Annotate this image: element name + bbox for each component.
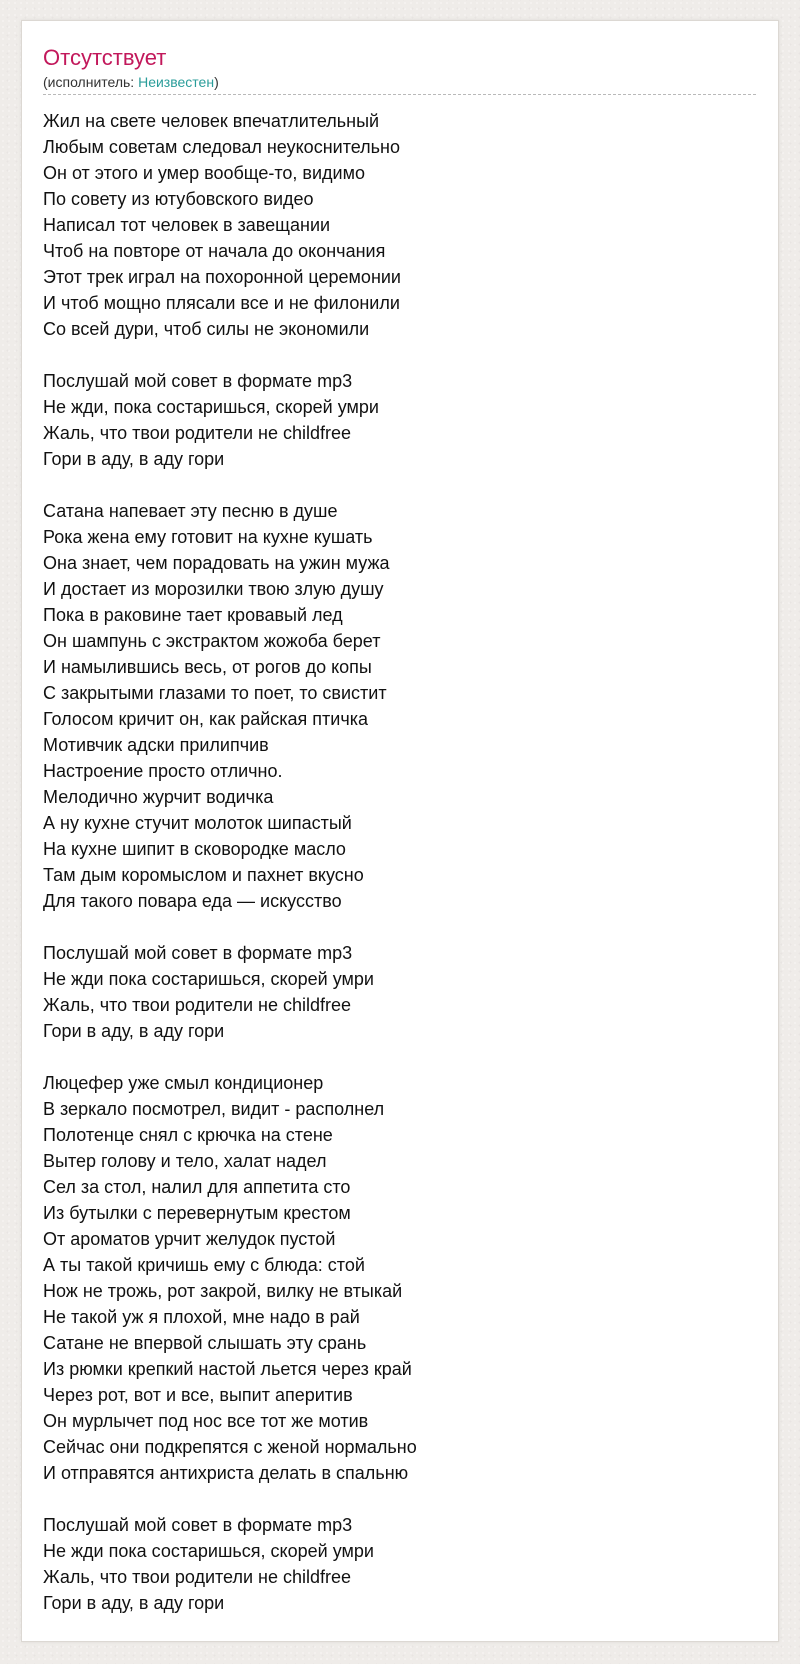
- lyrics-line: Жаль, что твои родители не childfree: [43, 995, 352, 1015]
- lyrics-line: Сейчас они подкрепятся с женой нормально: [43, 1437, 417, 1457]
- lyrics-line: Гори в аду, в аду гори: [43, 1021, 225, 1041]
- lyrics-stanza: [43, 1512, 758, 1616]
- lyrics-line: Он мурлычет под нос все тот же мотив: [43, 1411, 369, 1431]
- lyrics-line: Настроение просто отлично.: [43, 761, 283, 781]
- lyrics-stanza: [43, 940, 758, 1044]
- lyrics-line: Рока жена ему готовит на кухне кушать: [43, 527, 373, 547]
- artist-suffix: ): [214, 74, 219, 90]
- lyrics-line: Послушай мой совет в формате mp3: [43, 1515, 353, 1535]
- lyrics-line: Со всей дури, чтоб силы не экономили: [43, 319, 370, 339]
- artist-link[interactable]: Неизвестен: [138, 74, 215, 90]
- lyrics-line: С закрытыми глазами то поет, то свистит: [43, 683, 387, 703]
- artist-line: [43, 73, 756, 95]
- lyrics-line: Полотенце снял с крючка на стене: [43, 1125, 333, 1145]
- lyrics-line: Он от этого и умер вообще-то, видимо: [43, 163, 365, 183]
- lyrics-line: Гори в аду, в аду гори: [43, 449, 225, 469]
- lyrics-line: Жаль, что твои родители не childfree: [43, 423, 352, 443]
- lyrics-line: Написал тот человек в завещании: [43, 215, 331, 235]
- lyrics-line: Жаль, что твои родители не childfree: [43, 1567, 352, 1587]
- lyrics-card: [21, 20, 779, 1642]
- lyrics-line: А ты такой кричишь ему с блюда: стой: [43, 1255, 365, 1275]
- lyrics-line: Сатане не впервой слышать эту срань: [43, 1333, 367, 1353]
- lyrics-stanza: [43, 1070, 758, 1486]
- lyrics-line: Через рот, вот и все, выпит аперитив: [43, 1385, 353, 1405]
- lyrics-line: Жил на свете человек впечатлительный: [43, 111, 380, 131]
- lyrics-line: Нож не трожь, рот закрой, вилку не втыкай: [43, 1281, 403, 1301]
- lyrics-line: На кухне шипит в сковородке масло: [43, 839, 346, 859]
- lyrics-line: Чтоб на повторе от начала до окончания: [43, 241, 386, 261]
- lyrics-line: И отправятся антихриста делать в спальню: [43, 1463, 409, 1483]
- lyrics-line: Гори в аду, в аду гори: [43, 1593, 225, 1613]
- lyrics-stanza: [43, 498, 758, 914]
- lyrics-line: Он шампунь с экстрактом жожоба берет: [43, 631, 381, 651]
- lyrics-line: И достает из морозилки твою злую душу: [43, 579, 384, 599]
- lyrics-line: Послушай мой совет в формате mp3: [43, 371, 353, 391]
- lyrics-text: [43, 108, 758, 1616]
- lyrics-line: По совету из ютубовского видео: [43, 189, 314, 209]
- lyrics-line: И намылившись весь, от рогов до копы: [43, 657, 372, 677]
- lyrics-line: А ну кухне стучит молоток шипастый: [43, 813, 352, 833]
- lyrics-line: Пока в раковине тает кровавый лед: [43, 605, 343, 625]
- lyrics-line: Не такой уж я плохой, мне надо в рай: [43, 1307, 360, 1327]
- lyrics-line: Мотивчик адски прилипчив: [43, 735, 269, 755]
- lyrics-line: Не жди, пока состаришься, скорей умри: [43, 397, 379, 417]
- song-title: Отсутствует: [43, 45, 167, 70]
- lyrics-stanza: [43, 368, 758, 472]
- lyrics-line: Голосом кричит он, как райская птичка: [43, 709, 369, 729]
- lyrics-line: Вытер голову и тело, халат надел: [43, 1151, 327, 1171]
- lyrics-line: Послушай мой совет в формате mp3: [43, 943, 353, 963]
- lyrics-line: Любым советам следовал неукоснительно: [43, 137, 400, 157]
- lyrics-line: Не жди пока состаришься, скорей умри: [43, 1541, 374, 1561]
- lyrics-line: Сатана напевает эту песню в душе: [43, 501, 338, 521]
- lyrics-line: Из рюмки крепкий настой льется через край: [43, 1359, 412, 1379]
- lyrics-line: Не жди пока состаришься, скорей умри: [43, 969, 374, 989]
- lyrics-line: Там дым коромыслом и пахнет вкусно: [43, 865, 364, 885]
- lyrics-line: От ароматов урчит желудок пустой: [43, 1229, 336, 1249]
- lyrics-line: Этот трек играл на похоронной церемонии: [43, 267, 401, 287]
- lyrics-line: Она знает, чем порадовать на ужин мужа: [43, 553, 390, 573]
- artist-prefix: (исполнитель:: [43, 74, 139, 90]
- lyrics-line: Для такого повара еда — искусство: [43, 891, 342, 911]
- lyrics-line: Люцефер уже смыл кондиционер: [43, 1073, 324, 1093]
- lyrics-line: И чтоб мощно плясали все и не филонили: [43, 293, 400, 313]
- lyrics-line: В зеркало посмотрел, видит - располнел: [43, 1099, 385, 1119]
- lyrics-line: Из бутылки с перевернутым крестом: [43, 1203, 351, 1223]
- lyrics-stanza: [43, 108, 758, 342]
- lyrics-line: Сел за стол, налил для аппетита сто: [43, 1177, 351, 1197]
- lyrics-line: Мелодично журчит водичка: [43, 787, 274, 807]
